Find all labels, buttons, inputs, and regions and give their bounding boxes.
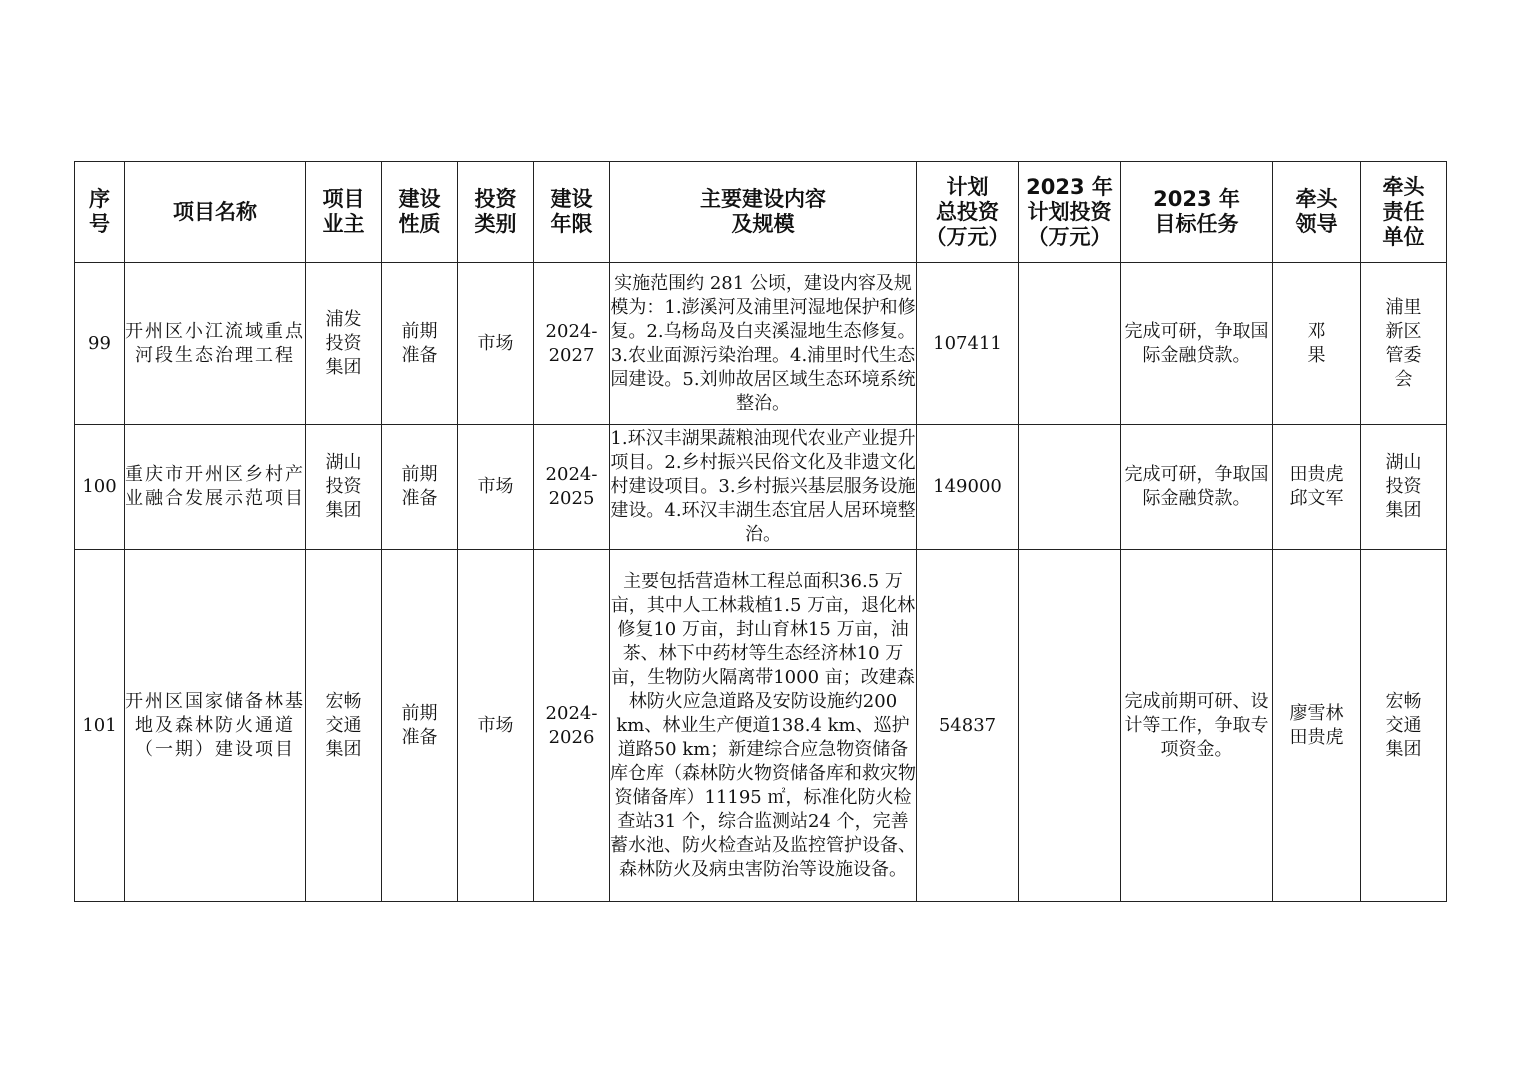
row-leader: 田贵虎 邱文军 [1273,425,1361,550]
row-period: 2024- 2025 [534,425,610,550]
row-total-investment: 149000 [917,425,1019,550]
row-unit: 宏畅 交通 集团 [1361,550,1447,902]
header-content: 主要建设内容 及规模 [610,162,917,263]
row-content: 实施范围约 281 公顷，建设内容及规模为：1.澎溪河及浦里河湿地保护和修复。2.乌杨岛及白夹溪湿地生态修复。3.农业面源污染治理。4.浦里时代生态园建设。5.刘帅故居区域生态环境系统整治。 [610,263,917,425]
row-target: 完成可研，争取国际金融贷款。 [1121,425,1273,550]
row-invest-type: 市场 [458,425,534,550]
header-invest-type: 投资 类别 [458,162,534,263]
project-table [74,161,1447,902]
row-total-investment: 54837 [917,550,1019,902]
header-owner: 项目 业主 [306,162,382,263]
row-total-investment: 107411 [917,263,1019,425]
row-leader: 廖雪林 田贵虎 [1273,550,1361,902]
row-seq: 100 [75,425,125,550]
header-seq: 序 号 [75,162,125,263]
header-unit: 牵头 责任 单位 [1361,162,1447,263]
row-project-name: 重庆市开州区乡村产业融合发展示范项目 [125,425,306,550]
row-owner: 宏畅 交通 集团 [306,550,382,902]
row-target: 完成可研，争取国际金融贷款。 [1121,263,1273,425]
row-project-name: 开州区国家储备林基地及森林防火通道（一期）建设项目 [125,550,306,902]
row-period: 2024- 2027 [534,263,610,425]
table-row [75,550,1447,902]
row-target: 完成前期可研、设计等工作，争取专项资金。 [1121,550,1273,902]
row-nature: 前期 准备 [382,263,458,425]
row-plan-2023 [1019,263,1121,425]
header-plan-2023: 2023 年 计划投资 （万元） [1019,162,1121,263]
header-target-2023: 2023 年 目标任务 [1121,162,1273,263]
row-unit: 浦里 新区 管委 会 [1361,263,1447,425]
row-leader: 邓果 [1273,263,1361,425]
header-period: 建设 年限 [534,162,610,263]
row-owner: 浦发 投资 集团 [306,263,382,425]
row-plan-2023 [1019,550,1121,902]
header-leader: 牵头 领导 [1273,162,1361,263]
table-row [75,425,1447,550]
table-row [75,263,1447,425]
header-name: 项目名称 [125,162,306,263]
row-content: 1.环汉丰湖果蔬粮油现代农业产业提升项目。2.乡村振兴民俗文化及非遗文化村建设项目。3.乡村振兴基层服务设施建设。4.环汉丰湖生态宜居人居环境整治。 [610,425,917,550]
row-nature: 前期 准备 [382,425,458,550]
row-invest-type: 市场 [458,550,534,902]
row-unit: 湖山 投资 集团 [1361,425,1447,550]
row-seq: 101 [75,550,125,902]
row-content: 主要包括营造林工程总面积36.5 万亩，其中人工林栽植1.5 万亩，退化林修复10 万亩，封山育林15 万亩，油茶、林下中药材等生态经济林10 万亩，生物防火隔离带1000 亩；改建森林防火应急道路及安防设施约200 km、林业生产便道138.4 km、巡护道路50 km；新建综合应急物资储备库仓库（森林防火物资储备库和救灾物资储备库）11195 ㎡，标准化防火检查站31 个，综合监测站24 个，完善蓄水池、防火检查站及监控管护设备、森林防火及病虫害防治等设施设备。 [610,550,917,902]
row-period: 2024- 2026 [534,550,610,902]
row-nature: 前期 准备 [382,550,458,902]
row-plan-2023 [1019,425,1121,550]
header-nature: 建设 性质 [382,162,458,263]
row-owner: 湖山 投资 集团 [306,425,382,550]
row-project-name: 开州区小江流域重点河段生态治理工程 [125,263,306,425]
header-row [75,162,1447,263]
row-invest-type: 市场 [458,263,534,425]
row-seq: 99 [75,263,125,425]
header-total-investment: 计划 总投资 （万元） [917,162,1019,263]
